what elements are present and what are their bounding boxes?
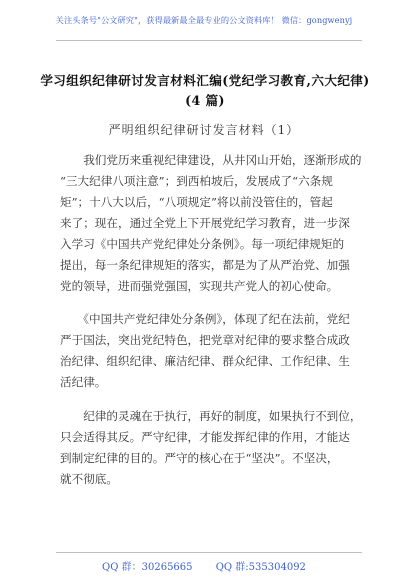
footer	[0, 558, 408, 573]
paragraph-line: 活纪律。	[60, 375, 107, 389]
header-promo-note: 关注头条号"公文研究"，获得最新最全最专业的公文资料库！ 微信：gongwenyj	[55, 15, 353, 25]
paragraph-line: 纪律的灵魂在于执行，再好的制度，如果执行不到位，	[60, 409, 362, 423]
paragraph-line: 就不彻底。	[60, 472, 118, 486]
paragraph-line: 来了；现在，通过全党上下开展党纪学习教育，进一步深	[60, 216, 350, 230]
paragraph-line: 提出，每一条纪律规矩的落实，都是为了从严治党、加强	[60, 258, 350, 272]
header-divider	[56, 40, 362, 41]
document-title-count: (4 篇)	[185, 93, 225, 108]
section-subtitle: 严明组织纪律研讨发言材料（1）	[108, 123, 300, 137]
paragraph-3	[60, 406, 362, 490]
paragraph-1	[60, 150, 362, 297]
paragraph-line: 党的领导，进而强党强国，实现共产党人的初心使命。	[60, 279, 339, 293]
paragraph-line: 只会适得其反。严守纪律，才能发挥纪律的作用，才能达	[60, 430, 350, 444]
paragraph-line: 我们党历来重视纪律建设，从井冈山开始，逐渐形成的	[60, 153, 362, 167]
footer-qq-group-2: QQ 群:535304092	[215, 562, 306, 573]
paragraph-line: 到制定纪律的目的。严守的核心在于“坚决”。不坚决，	[60, 451, 339, 465]
paragraph-line: 严于国法，突出党纪特色，把党章对纪律的要求整合成政	[60, 333, 350, 347]
paragraph-2	[60, 309, 362, 393]
footer-divider	[56, 552, 362, 553]
paragraph-line: 《中国共产党纪律处分条例》，体现了纪在法前，党纪	[60, 312, 350, 326]
document-title: 学习组织纪律研讨发言材料汇编(党纪学习教育,六大纪律)	[40, 73, 370, 88]
paragraph-line: 治纪律、组织纪律、廉洁纪律、群众纪律、工作纪律、生	[60, 354, 350, 368]
paragraph-line: 矩”；十八大以后，“八项规定”将以前没管住的，管起	[60, 195, 333, 209]
footer-qq-group-1: QQ 群：30265665	[102, 562, 193, 573]
paragraph-line: “三大纪律八项注意”；到西柏坡后，发展成了“六条规	[60, 174, 333, 188]
paragraph-line: 入学习《中国共产党纪律处分条例》。每一项纪律规矩的	[60, 237, 345, 251]
